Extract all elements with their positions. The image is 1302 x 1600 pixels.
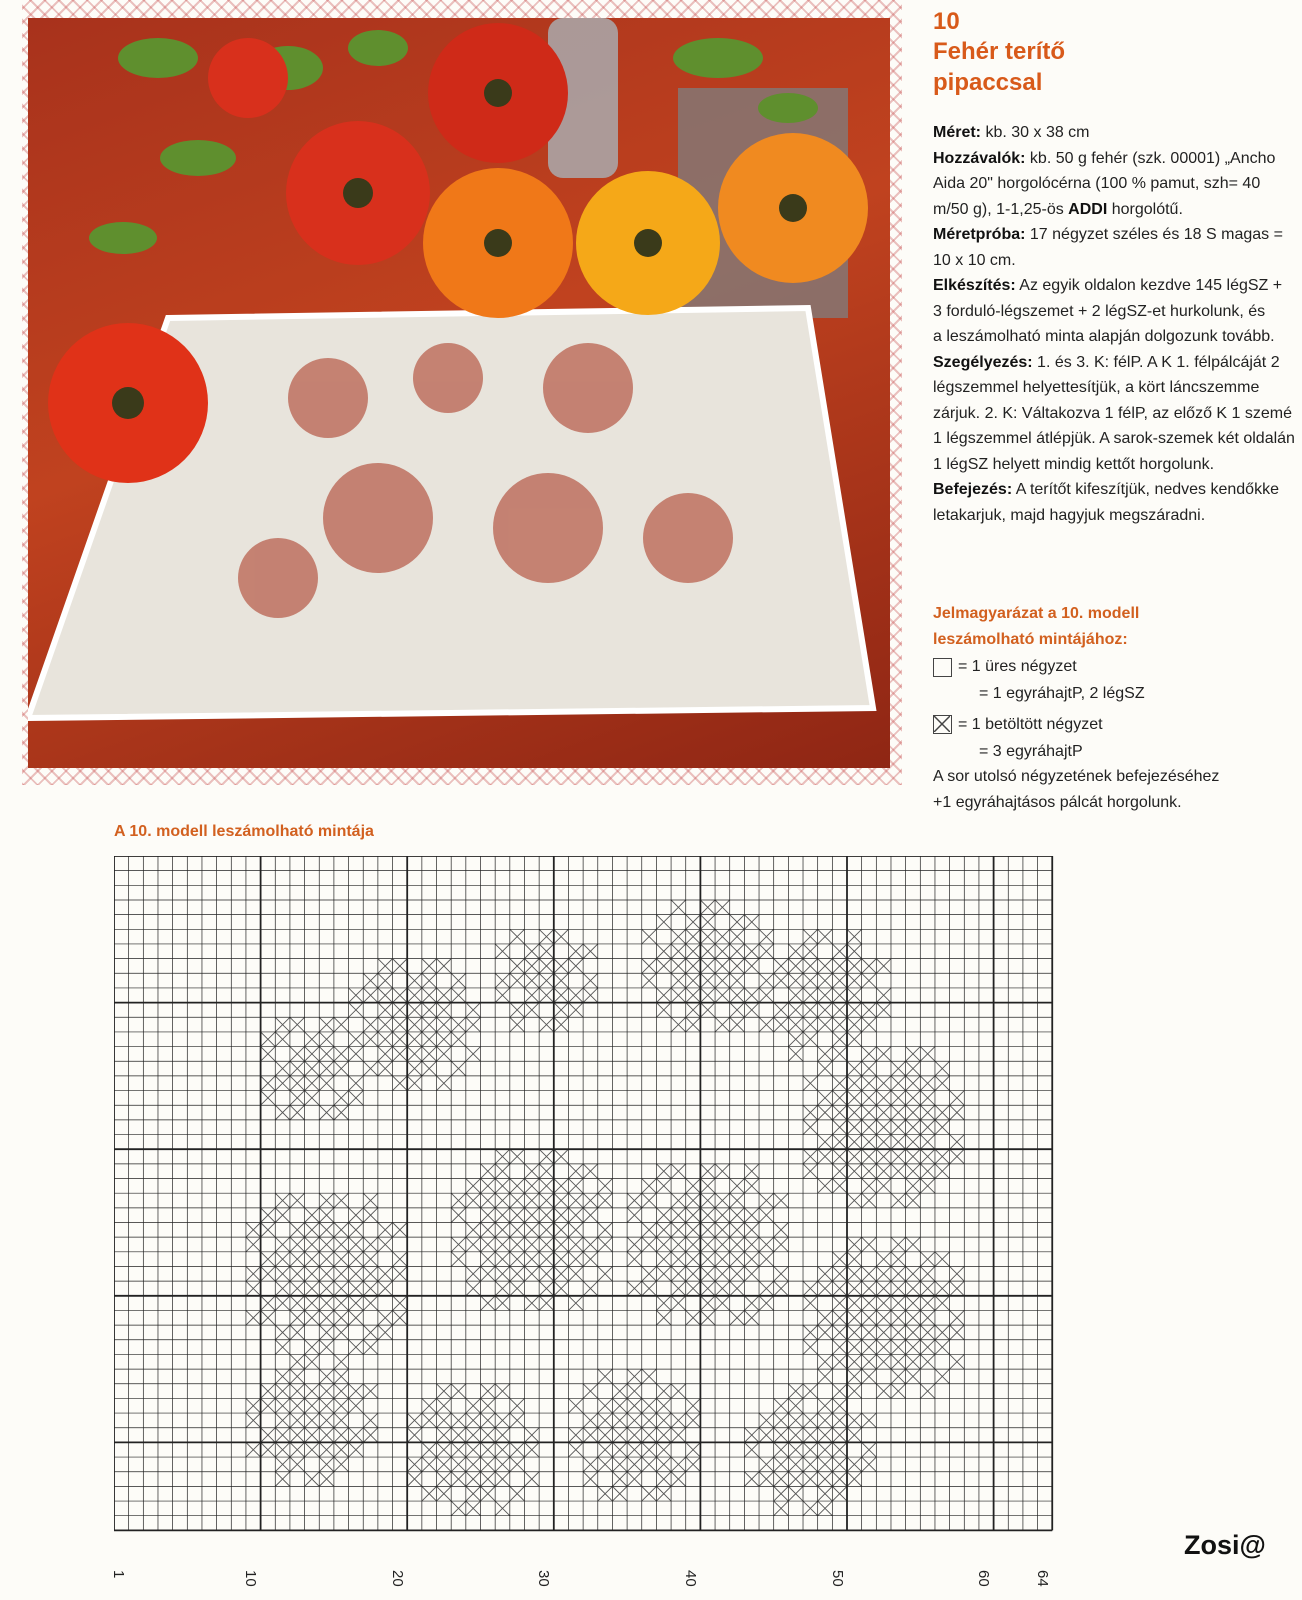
border-line: 1 légSZ helyett mindig kettőt horgolunk. <box>933 455 1215 473</box>
legend-empty-row <box>933 653 1295 681</box>
making-line: Az egyik oldalon kezdve 145 légSZ + <box>1015 277 1283 294</box>
axis-tick-label: 64 <box>1033 1570 1051 1587</box>
axis-tick-label: 1 <box>110 1570 128 1579</box>
legend-filled-desc: = 3 egyráhajtP <box>979 742 1083 760</box>
making-label: Elkészítés: <box>933 277 1016 294</box>
photo-illustration <box>28 18 890 768</box>
crochet-chart <box>114 856 1074 1536</box>
model-number: 10 <box>933 8 960 35</box>
border-line: zárjuk. 2. K: Váltakozva 1 félP, az előző K 1 szemé <box>933 404 1292 422</box>
legend-filled-row <box>933 711 1295 739</box>
doily-photo <box>28 18 890 768</box>
signature: Zosi@ <box>1184 1530 1266 1560</box>
finish-line: letakarjuk, majd hagyjuk megszáradni. <box>933 506 1206 524</box>
making-line: a leszámolható minta alapján dolgozunk tovább. <box>933 328 1275 345</box>
legend-empty-text: = 1 üres négyzet <box>958 658 1077 676</box>
border-paragraph <box>933 350 1295 478</box>
size-paragraph <box>933 120 1295 146</box>
model-title-line1: Fehér terítő <box>933 38 1066 65</box>
finish-paragraph <box>933 477 1295 528</box>
finish-label: Befejezés: <box>933 481 1013 498</box>
crossed-square-icon <box>933 715 952 734</box>
model-title-line2: pipaccsal <box>933 69 1043 96</box>
finish-line: A terítőt kifeszítjük, nedves kendőkke <box>1012 481 1279 498</box>
border-line: 1. és 3. K: félP. A K 1. félpálcáját 2 <box>1032 353 1280 371</box>
gauge-line: 10 x 10 cm. <box>933 251 1016 269</box>
instructions-column <box>933 8 1295 815</box>
gauge-paragraph <box>933 222 1295 273</box>
materials-line: horgolótű. <box>1107 200 1183 218</box>
making-paragraph <box>933 273 1295 350</box>
legend-note: +1 egyráhajtásos pálcát horgolunk. <box>933 793 1182 811</box>
empty-square-icon <box>933 658 952 677</box>
materials-line: kb. 50 g fehér (szk. 00001) „Ancho <box>1025 149 1276 167</box>
legend-title <box>933 601 1295 653</box>
border-line: légszemmel helyettesítjük, a kört láncszemme <box>933 379 1260 396</box>
materials-label: Hozzávalók: <box>933 149 1026 167</box>
legend-filled-text: = 1 betöltött négyzet <box>958 715 1103 733</box>
brand-name: ADDI <box>1068 200 1108 218</box>
size-label: Méret: <box>933 124 982 141</box>
gauge-label: Méretpróba: <box>933 226 1026 243</box>
axis-tick-label: 50 <box>828 1570 846 1587</box>
materials-paragraph <box>933 146 1295 223</box>
gauge-line: 17 négyzet széles és 18 S magas = <box>1025 226 1283 243</box>
axis-tick-label: 60 <box>975 1570 993 1587</box>
axis-tick-label: 20 <box>388 1570 406 1587</box>
making-line: 3 forduló-légszemet + 2 légSZ-et hurkolunk, és <box>933 302 1266 320</box>
legend-empty-desc: = 1 egyráhajtP, 2 légSZ <box>979 685 1145 702</box>
model-title <box>933 36 1295 98</box>
chart-title: A 10. modell leszámolható mintája <box>114 823 374 840</box>
axis-tick-label: 30 <box>535 1570 553 1587</box>
legend-note: A sor utolsó négyzetének befejezéséhez <box>933 768 1220 785</box>
materials-line: Aida 20" horgolócérna (100 % pamut, szh= 40 <box>933 175 1261 192</box>
border-line: 1 légszemmel átlépjük. A sarok-szemek két oldalán <box>933 430 1295 447</box>
legend-title-line: Jelmagyarázat a 10. modell <box>933 605 1140 622</box>
axis-tick-label: 10 <box>242 1570 260 1587</box>
border-label: Szegélyezés: <box>933 353 1033 371</box>
legend-title-line: leszámolható mintájához: <box>933 631 1128 648</box>
size-text: kb. 30 x 38 cm <box>981 124 1090 141</box>
materials-line: m/50 g), 1-1,25-ös <box>933 200 1069 218</box>
axis-tick-label: 40 <box>681 1570 699 1587</box>
